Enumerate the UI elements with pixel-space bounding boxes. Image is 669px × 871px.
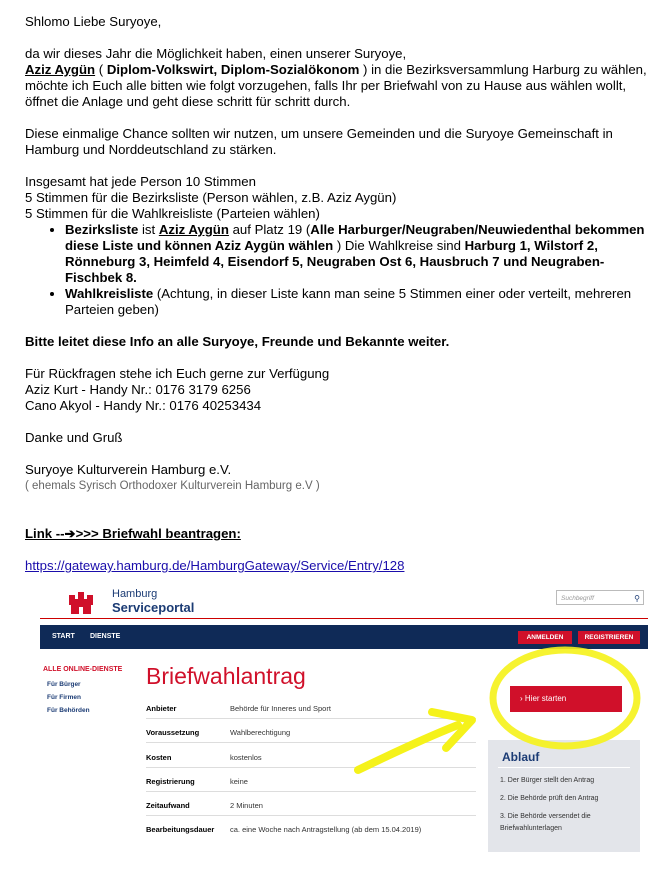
sidebar-heading: ALLE ONLINE-DIENSTE: [43, 666, 123, 673]
start-button[interactable]: › Hier starten: [510, 686, 622, 712]
brand-line1: Hamburg: [112, 588, 158, 600]
sidebar-item-behoerden[interactable]: Für Behörden: [47, 707, 90, 714]
bullet-bold: Alle Harburger/Neugraben/Neuwiedenthal bekommen diese Liste und können Aziz Aygün wählen: [65, 222, 645, 253]
highlight-circle: [493, 650, 637, 746]
portal-screenshot: [40, 580, 648, 870]
detail-key: Voraussetzung: [146, 728, 200, 737]
bullet-label: Wahlkreisliste: [65, 286, 154, 301]
bullet-text: (Achtung, in dieser Liste kann man seine 5 Stimmen einer oder verteilt, mehreren Parteien geben): [65, 286, 632, 317]
detail-value: 2 Minuten: [230, 801, 263, 810]
bullet-text: ist: [138, 222, 159, 237]
contact-line: Aziz Kurt - Handy Nr.: 0176 3179 6256: [25, 382, 251, 397]
detail-key: Kosten: [146, 753, 172, 762]
ablauf-title: Ablauf: [502, 750, 540, 764]
detail-value: Behörde für Inneres und Sport: [230, 704, 331, 713]
ablauf-step: 3. Die Behörde versendet die Briefwahlunterlagen: [500, 813, 591, 832]
detail-value: ca. eine Woche nach Antragstellung (ab dem 15.04.2019): [230, 825, 422, 834]
contact-intro: Für Rückfragen stehe ich Euch gerne zur Verfügung: [25, 366, 330, 381]
email-body: [25, 14, 650, 574]
brand-line2: Serviceportal: [112, 600, 195, 615]
register-button[interactable]: REGISTRIEREN: [578, 631, 640, 644]
intro-paragraph: [25, 46, 650, 110]
bullet-text: ) Die Wahlkreise sind: [333, 238, 465, 253]
bullet-label: Bezirksliste: [65, 222, 139, 237]
bullet-list: [25, 222, 650, 318]
briefwahl-link[interactable]: https://gateway.hamburg.de/HamburgGateway/Service/Entry/128: [25, 558, 405, 573]
contact-line: Cano Akyol - Handy Nr.: 0176 40253434: [25, 398, 262, 413]
search-icon[interactable]: ⚲: [634, 594, 640, 603]
votes-line: 5 Stimmen für die Wahlkreisliste (Parteien wählen): [25, 206, 320, 221]
page-title: Briefwahlantrag: [146, 663, 306, 689]
nav-dienste[interactable]: DIENSTE: [90, 633, 121, 640]
greeting: Shlomo Liebe Suryoye,: [25, 14, 162, 29]
intro-text: ) in die Bezirksversammlung Harburg zu wählen, möchte ich Euch alle bitten wie folgt vorzugehen, falls Ihr per Briefwahl von zu Hause aus wählen wollt, öffnet die Anlage und geht diese schritt für schritt durch.: [25, 62, 647, 109]
signature-org: Suryoye Kulturverein Hamburg e.V.: [25, 462, 232, 477]
link-heading: [25, 526, 650, 542]
votes-line: Insgesamt hat jede Person 10 Stimmen: [25, 174, 256, 189]
candidate-name: Aziz Aygün: [158, 222, 229, 237]
detail-value: keine: [230, 777, 248, 786]
highlight-annotation: [40, 580, 648, 870]
intro-text: (: [95, 62, 107, 77]
intro-text: da wir dieses Jahr die Möglichkeit haben, einen unserer Suryoye,: [25, 46, 407, 61]
bullet-text: auf Platz 19 (: [228, 222, 311, 237]
closing: Danke und Gruß: [25, 430, 123, 445]
detail-key: Bearbeitungsdauer: [146, 825, 215, 834]
community-paragraph: Diese einmalige Chance sollten wir nutzen, um unsere Gemeinden und die Suryoye Gemeinschaft in Hamburg und Norddeutschland zu stärken.: [25, 126, 613, 157]
ablauf-step: 2. Die Behörde prüft den Antrag: [500, 795, 599, 802]
forward-text: Bitte leitet diese Info an alle Suryoye, Freunde und Bekannte weiter.: [25, 334, 450, 349]
list-item: [65, 222, 650, 286]
bullet-bold: Harburg 1, Wilstorf 2, Rönneburg 3, Heimfeld 4, Eisendorf 5, Neugraben Ost 6, Hausbruch 7 und Neugraben-Fischbek 8.: [65, 238, 605, 285]
detail-key: Registrierung: [146, 777, 195, 786]
nav-start[interactable]: START: [52, 633, 75, 640]
search-placeholder: Suchbegriff: [561, 595, 594, 602]
sidebar-item-firmen[interactable]: Für Firmen: [47, 694, 81, 701]
candidate-titles: Diplom-Volkswirt, Diplom-Sozialökonom: [106, 62, 360, 77]
detail-value: Wahlberechtigung: [230, 728, 291, 737]
ablauf-step: 1. Der Bürger stellt den Antrag: [500, 777, 595, 784]
link-heading-text: Link --➔>>> Briefwahl beantragen:: [25, 526, 241, 541]
votes-line: 5 Stimmen für die Bezirksliste (Person wählen, z.B. Aziz Aygün): [25, 190, 397, 205]
signature-former-name: ( ehemals Syrisch Orthodoxer Kulturverein Hamburg e.V ): [25, 480, 320, 492]
forward-request: [25, 334, 650, 350]
detail-key: Anbieter: [146, 704, 177, 713]
detail-key: Zeitaufwand: [146, 801, 190, 810]
candidate-name: Aziz Aygün: [25, 62, 96, 77]
detail-value: kostenlos: [230, 753, 262, 762]
list-item: [65, 286, 650, 318]
sidebar-item-buerger[interactable]: Für Bürger: [47, 681, 81, 688]
login-button[interactable]: ANMELDEN: [518, 631, 572, 644]
